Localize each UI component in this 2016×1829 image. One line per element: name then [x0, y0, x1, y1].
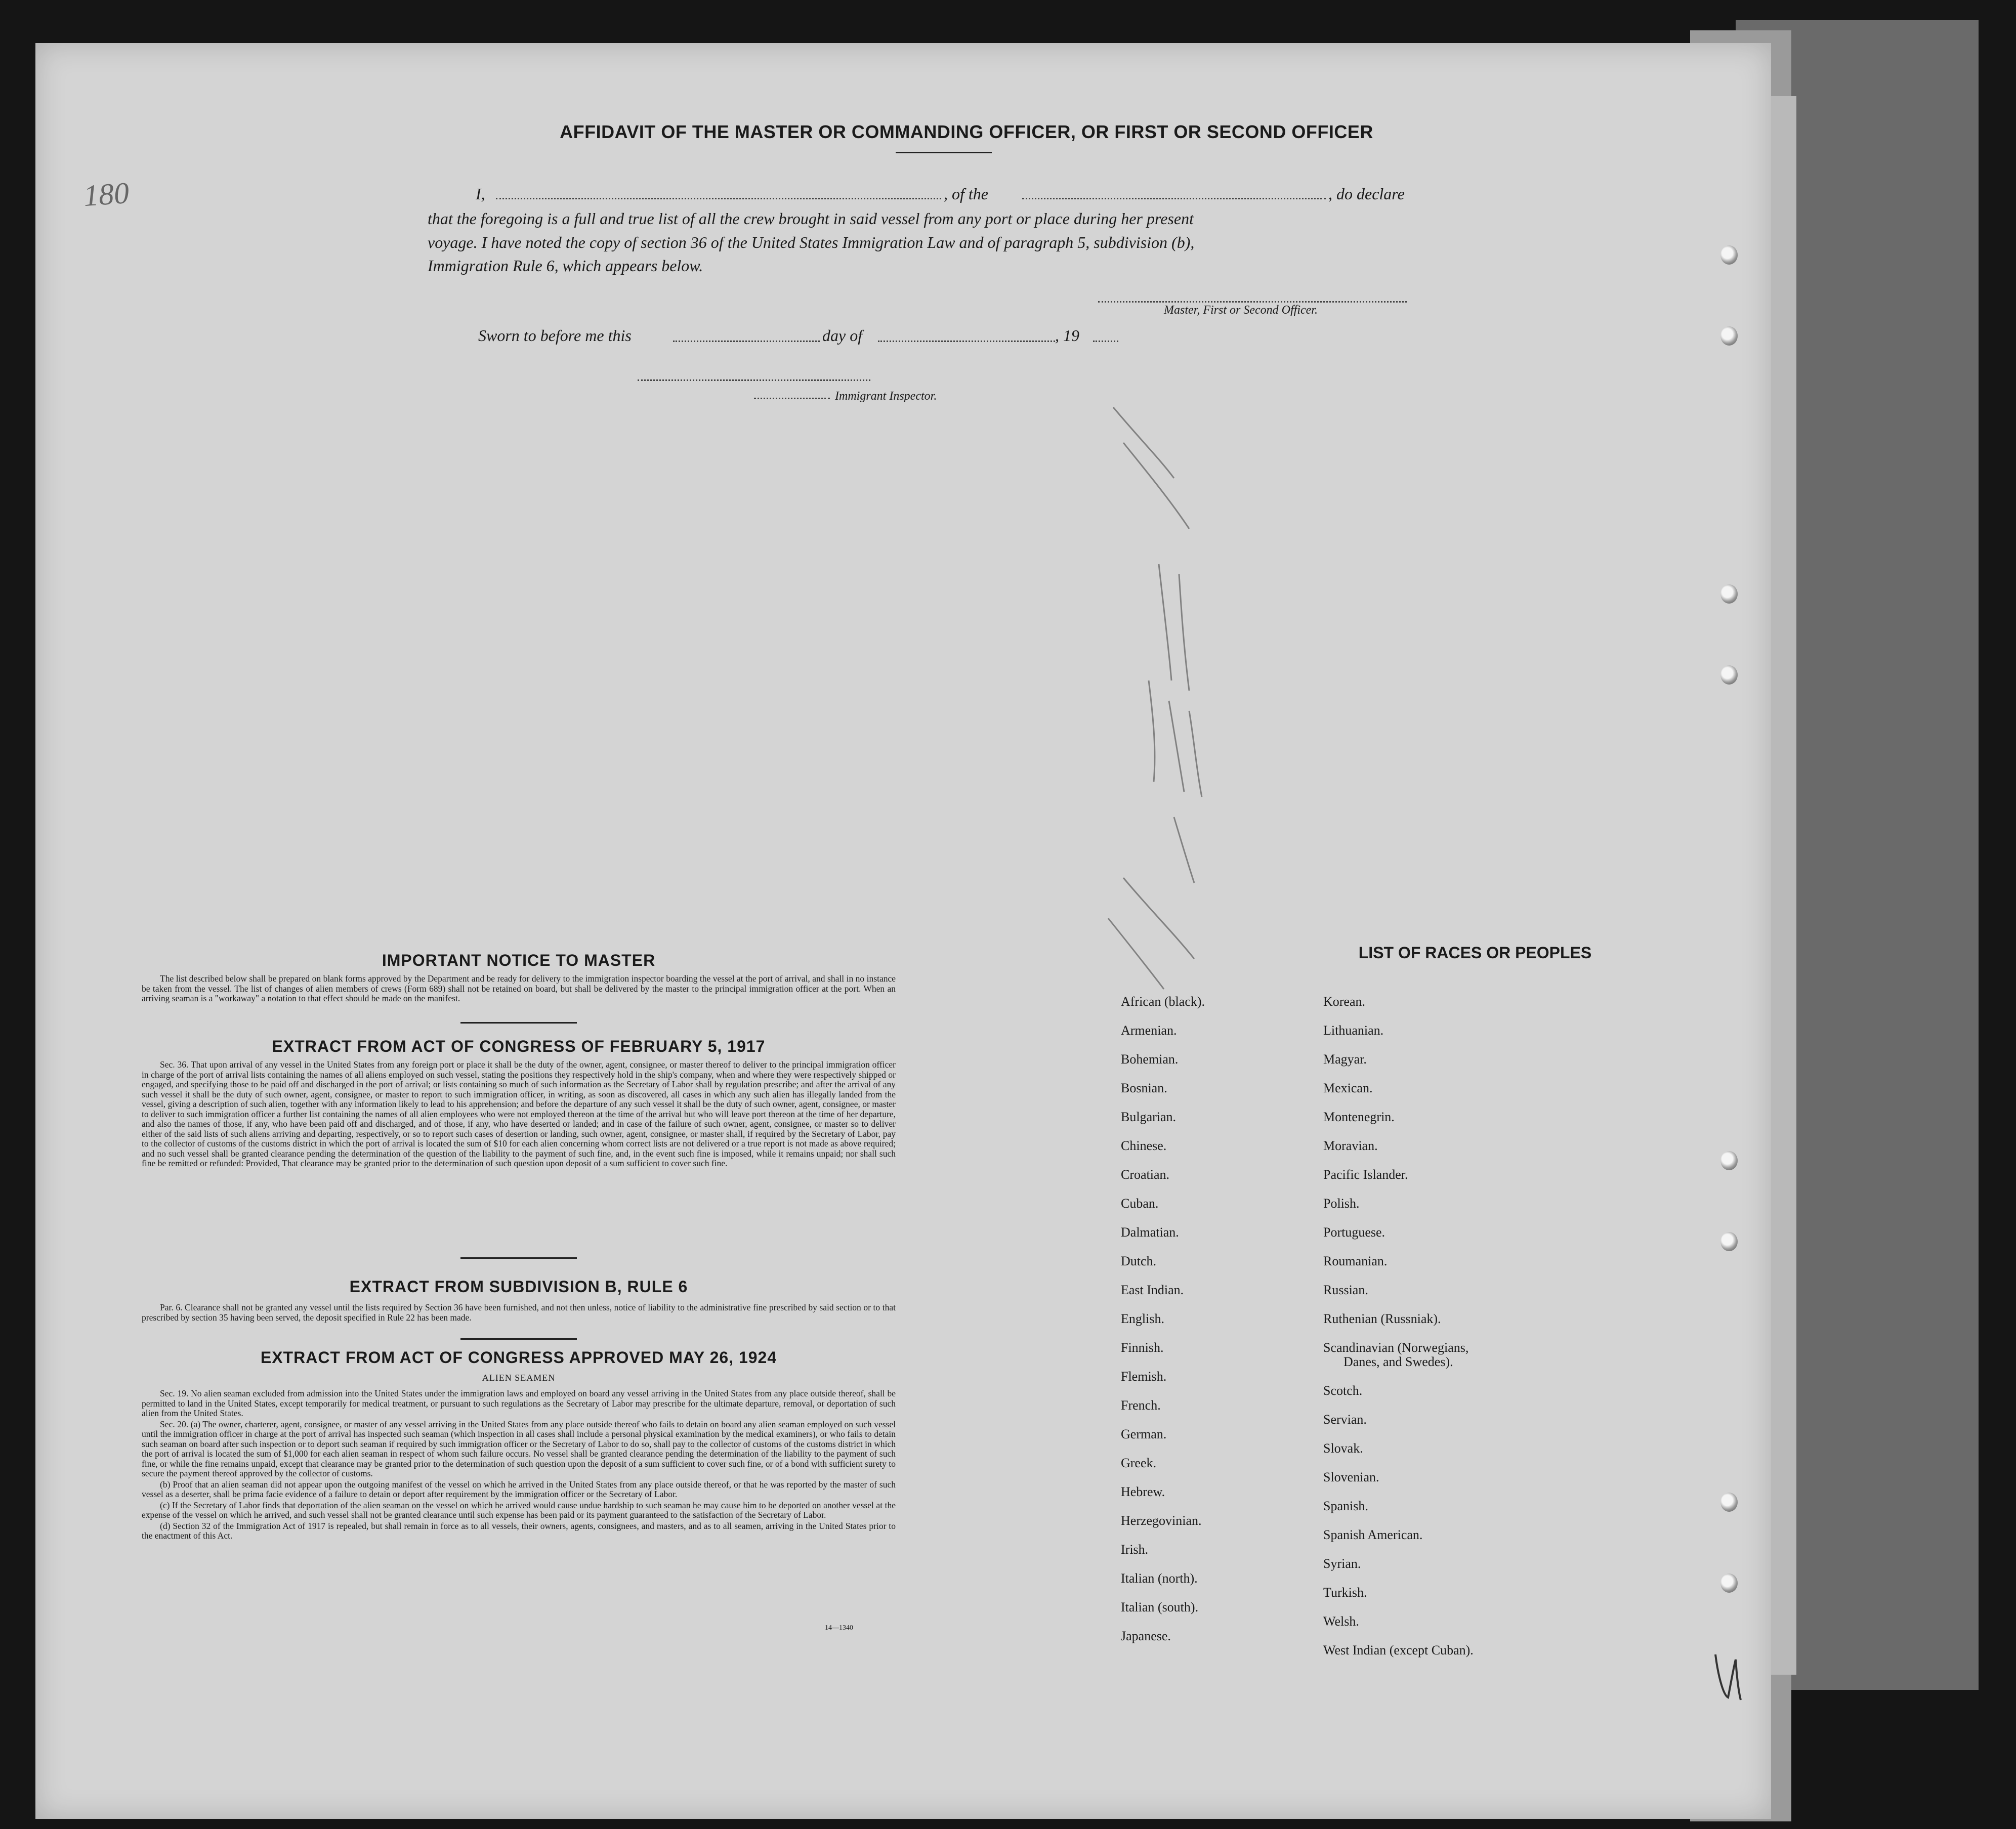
race-item: Welsh.	[1323, 1614, 1359, 1629]
race-item: Roumanian.	[1323, 1254, 1388, 1268]
race-item: Chinese.	[1121, 1138, 1167, 1153]
race-item: Irish.	[1121, 1542, 1149, 1557]
extract-rule6-divider	[460, 1338, 577, 1340]
races-title: LIST OF RACES OR PEOPLES	[1358, 944, 1592, 962]
race-item: Lithuanian.	[1323, 1023, 1384, 1038]
race-item: Montenegrin.	[1323, 1110, 1395, 1124]
extract-1924-sec20c: (c) If the Secretary of Labor finds that deportation of the alien seaman on the vessel on which he arrived would cause undue hardship to such seaman he may cause him to be deported on another vessel at the expense of the vessel on which he arrived, and such vessel shall not be granted clearance until such expense has been paid or its payment guaranteed to the satisfaction of the Secretary of Labor.	[142, 1500, 896, 1520]
race-item: Bosnian.	[1121, 1081, 1167, 1095]
race-item: Italian (south).	[1121, 1600, 1199, 1614]
race-item: English.	[1121, 1311, 1164, 1326]
binder-hole	[1720, 584, 1738, 604]
race-item: Danes, and Swedes).	[1343, 1354, 1453, 1369]
binder-hole	[1720, 1151, 1738, 1170]
extract-1917-text: Sec. 36. That upon arrival of any vessel in the United States from any foreign port or place it shall be the duty of the owner, agent, consignee, or master thereof to deliver to the principal immigration officer in charge of the port of arrival lists containing the names of all aliens employed on such vessel, stating the positions they respectively hold in the ship's company, when and where they were respectively shipped or engaged, and specifying those to be paid off and discharged in the port of arrival; or lists containing so much of such information as the Secretary of Labor shall by regulation prescribe; and after the arrival of any such vessel it shall be the duty of such owner, agent, consignee, or master to report to such immigration officer, in writing, as soon as discovered, all cases in which any such alien has illegally landed from the vessel, giving a description of such alien, together with any information likely to lead to his apprehension; and before the departure of any such vessel it shall be the duty of such owner, agent, consignee, or master to deliver to such immigration officer a further list containing the names of all alien employees who were not employed thereon at the time of the arrival but who will leave port thereon at the time of her departure, and also the names of those, if any, who have been paid off and discharged, and of those, if any, who have deserted or landed; and in case of the failure of such owner, agent, consignee, or master so to deliver either of the said lists of such aliens arriving and departing, respectively, or so to report such cases of desertion or landing, such owner, agent, consignee, or master shall, if required by the Secretary of Labor, pay to the collector of customs of the customs district in which the port of arrival is located the sum of $10 for each alien concerning whom correct lists are not delivered or a true report is not made as above required; and no such vessel shall be granted clearance pending the determination of the question of the liability to the payment of such fine, and, in the event such fine is imposed, while it remains unpaid; nor shall such fine be remitted or refunded: Provided, That clearance may be granted prior to the determination of such question upon deposit of a sum sufficient to cover such fine.	[142, 1059, 896, 1168]
extract-1924-sec20b: (b) Proof that an alien seaman did not appear upon the outgoing manifest of the vessel on which he arrived in the United States from any place outside thereof, or that he was reported by the master of such vessel as a deserter, shall be prima facie evidence of a failure to detain or deport after requirement by the immigration officer or the Secretary of Labor.	[142, 1479, 896, 1499]
ink-strike-marks	[1093, 397, 1225, 1004]
race-item: Scotch.	[1323, 1383, 1363, 1398]
extract-1924-sec20a: Sec. 20. (a) The owner, charterer, agent, consignee, or master of any vessel arriving in the United States from any place outside thereof who fails to detain on board any alien seaman employed on such vessel until the immigration officer in charge at the port of arrival has inspected such seaman (which inspection in all cases shall include a personal physical examination by the medical examiners), or who fails to detain such seaman on board after such inspection or to deport such seaman if required by such immigration officer or the Secretary of Labor to do so, shall pay to the collector of customs of the customs district in which the port of arrival is located the sum of $1,000 for each alien seaman in respect of whom such failure occurs. No vessel shall be granted clearance pending the determination of the liability to the payment of such fine, or while the fine remains unpaid, except that clearance may be granted prior to the determination of such question upon the deposit of a sum sufficient to cover such fine, or of a bond with sufficient surety to secure the payment thereof approved by the collector of customs.	[142, 1419, 896, 1478]
race-item: Scandinavian (Norwegians,	[1323, 1340, 1469, 1355]
document-page	[35, 43, 1771, 1819]
master-signature-blank	[1098, 291, 1407, 303]
title-divider	[896, 152, 992, 153]
extract-rule6-body	[142, 1303, 896, 1324]
extract-rule6-title: EXTRACT FROM SUBDIVISION B, RULE 6	[349, 1278, 688, 1296]
sworn-text: Sworn to before me this	[478, 326, 632, 345]
race-item: Polish.	[1323, 1196, 1360, 1211]
master-signature-label: Master, First or Second Officer.	[1164, 304, 1318, 317]
affidavit-line-3: voyage. I have noted the copy of section 36 of the United States Immigration Law and of paragraph 5, subdivision (b),	[428, 233, 1195, 251]
race-item: French.	[1121, 1398, 1161, 1413]
race-item: Bohemian.	[1121, 1052, 1179, 1067]
handwritten-number: 180	[82, 176, 131, 213]
race-item: Moravian.	[1323, 1138, 1378, 1153]
race-item: Pacific Islander.	[1323, 1167, 1408, 1182]
form-number: 14—1340	[825, 1624, 853, 1632]
race-item: Armenian.	[1121, 1023, 1177, 1038]
race-item: German.	[1121, 1427, 1167, 1441]
inspector-label: Immigrant Inspector.	[835, 390, 937, 403]
race-item: Dutch.	[1121, 1254, 1157, 1268]
vessel-blank	[1022, 184, 1326, 199]
race-item: Slovak.	[1323, 1441, 1363, 1456]
race-item: Finnish.	[1121, 1340, 1164, 1355]
sworn-year-blank	[1093, 327, 1118, 342]
sworn-day-blank	[673, 327, 820, 342]
race-item: Dalmatian.	[1121, 1225, 1179, 1240]
race-item: Croatian.	[1121, 1167, 1170, 1182]
binder-hole	[1720, 1573, 1738, 1593]
race-item: Spanish American.	[1323, 1527, 1423, 1542]
race-item: Ruthenian (Russniak).	[1323, 1311, 1441, 1326]
affidavit-title: AFFIDAVIT OF THE MASTER OR COMMANDING OFFICER, OR FIRST OR SECOND OFFICER	[560, 121, 1373, 142]
important-notice-text: The list described below shall be prepared on blank forms approved by the Department and be ready for delivery to the immigration inspector boarding the vessel at the port of arrival, and shall in no instance be taken from the vessel. The list of changes of alien members of crews (Form 689) shall not be retained on board, but shall be delivered by the master to the principal immigration officer at the port. When an arriving seaman is a "workaway" a notation to that effect should be made on the manifest.	[142, 973, 896, 1003]
race-item: Mexican.	[1323, 1081, 1373, 1095]
race-item: Cuban.	[1121, 1196, 1159, 1211]
race-item: Slovenian.	[1323, 1470, 1379, 1484]
sworn-month-blank	[878, 327, 1055, 342]
race-item: Flemish.	[1121, 1369, 1167, 1384]
race-item: Japanese.	[1121, 1629, 1171, 1643]
race-item: Russian.	[1323, 1283, 1368, 1297]
year-text: , 19	[1055, 326, 1079, 345]
race-item: Servian.	[1323, 1412, 1367, 1427]
extract-1924-sec20d: (d) Section 32 of the Immigration Act of 1917 is repealed, but shall remain in force as to all vessels, their owners, agents, consignees, and masters, and as to all seamen, arriving in the United States prior to the enactment of this Act.	[142, 1520, 896, 1541]
race-item: Hebrew.	[1121, 1484, 1165, 1499]
binder-hole	[1720, 245, 1738, 265]
race-item: Spanish.	[1323, 1499, 1368, 1513]
race-item: Syrian.	[1323, 1556, 1361, 1571]
binder-hole	[1720, 1493, 1738, 1512]
inspector-signature-blank	[638, 369, 870, 381]
race-item: Herzegovinian.	[1121, 1513, 1202, 1528]
binder-hole	[1720, 1232, 1738, 1251]
affidavit-line-2: that the foregoing is a full and true list of all the crew brought in said vessel from any port or place during her present	[428, 209, 1194, 228]
alien-seamen-subtitle: ALIEN SEAMEN	[482, 1373, 556, 1383]
binder-hole	[1720, 326, 1738, 346]
race-item: East Indian.	[1121, 1283, 1184, 1297]
affidavit-line-4: Immigration Rule 6, which appears below.	[428, 257, 703, 275]
extract-rule6-text: Par. 6. Clearance shall not be granted any vessel until the lists required by Section 36 have been furnished, and not then unless, notice of liability to the administrative fine prescribed by said section or to that prescribed by section 35 having been served, the deposit specified in Rule 22 has been made.	[142, 1302, 896, 1323]
affidavit-i: I,	[476, 185, 485, 203]
race-item: Magyar.	[1323, 1052, 1367, 1067]
extract-1917-body	[142, 1060, 896, 1170]
binder-hole	[1720, 665, 1738, 685]
affidavit-declare: , do declare	[1328, 185, 1405, 203]
name-blank	[496, 184, 941, 199]
notice-divider	[460, 1022, 577, 1024]
important-notice-body	[142, 974, 896, 1005]
race-item: Portuguese.	[1323, 1225, 1385, 1240]
handwritten-initial-mark	[1710, 1649, 1746, 1705]
day-of-text: day of	[822, 326, 863, 345]
race-item: Greek.	[1121, 1456, 1157, 1470]
extract-1924-sec19: Sec. 19. No alien seaman excluded from admission into the United States under the immigration laws and employed on board any vessel arriving in the United States from any place outside thereof, shall be permitted to land in the United States, except temporarily for medical treatment, or pursuant to such regulations as the Secretary of Labor may prescribe for the ultimate departure, removal, or deportation of such alien from the United States.	[142, 1388, 896, 1418]
race-item: West Indian (except Cuban).	[1323, 1643, 1474, 1657]
race-item: African (black).	[1121, 994, 1205, 1009]
extract-1917-title: EXTRACT FROM ACT OF CONGRESS OF FEBRUARY 5, 1917	[272, 1037, 766, 1055]
race-item: Bulgarian.	[1121, 1110, 1177, 1124]
extract-1917-divider	[460, 1257, 577, 1259]
affidavit-of-the: , of the	[944, 185, 988, 203]
race-item: Italian (north).	[1121, 1571, 1198, 1586]
race-item: Turkish.	[1323, 1585, 1367, 1600]
extract-1924-title: EXTRACT FROM ACT OF CONGRESS APPROVED MAY 26, 1924	[260, 1348, 777, 1367]
extract-1924-body	[142, 1389, 896, 1542]
race-item: Korean.	[1323, 994, 1366, 1009]
important-notice-title: IMPORTANT NOTICE TO MASTER	[382, 951, 656, 969]
inspector-signature-blank-2	[754, 390, 830, 399]
